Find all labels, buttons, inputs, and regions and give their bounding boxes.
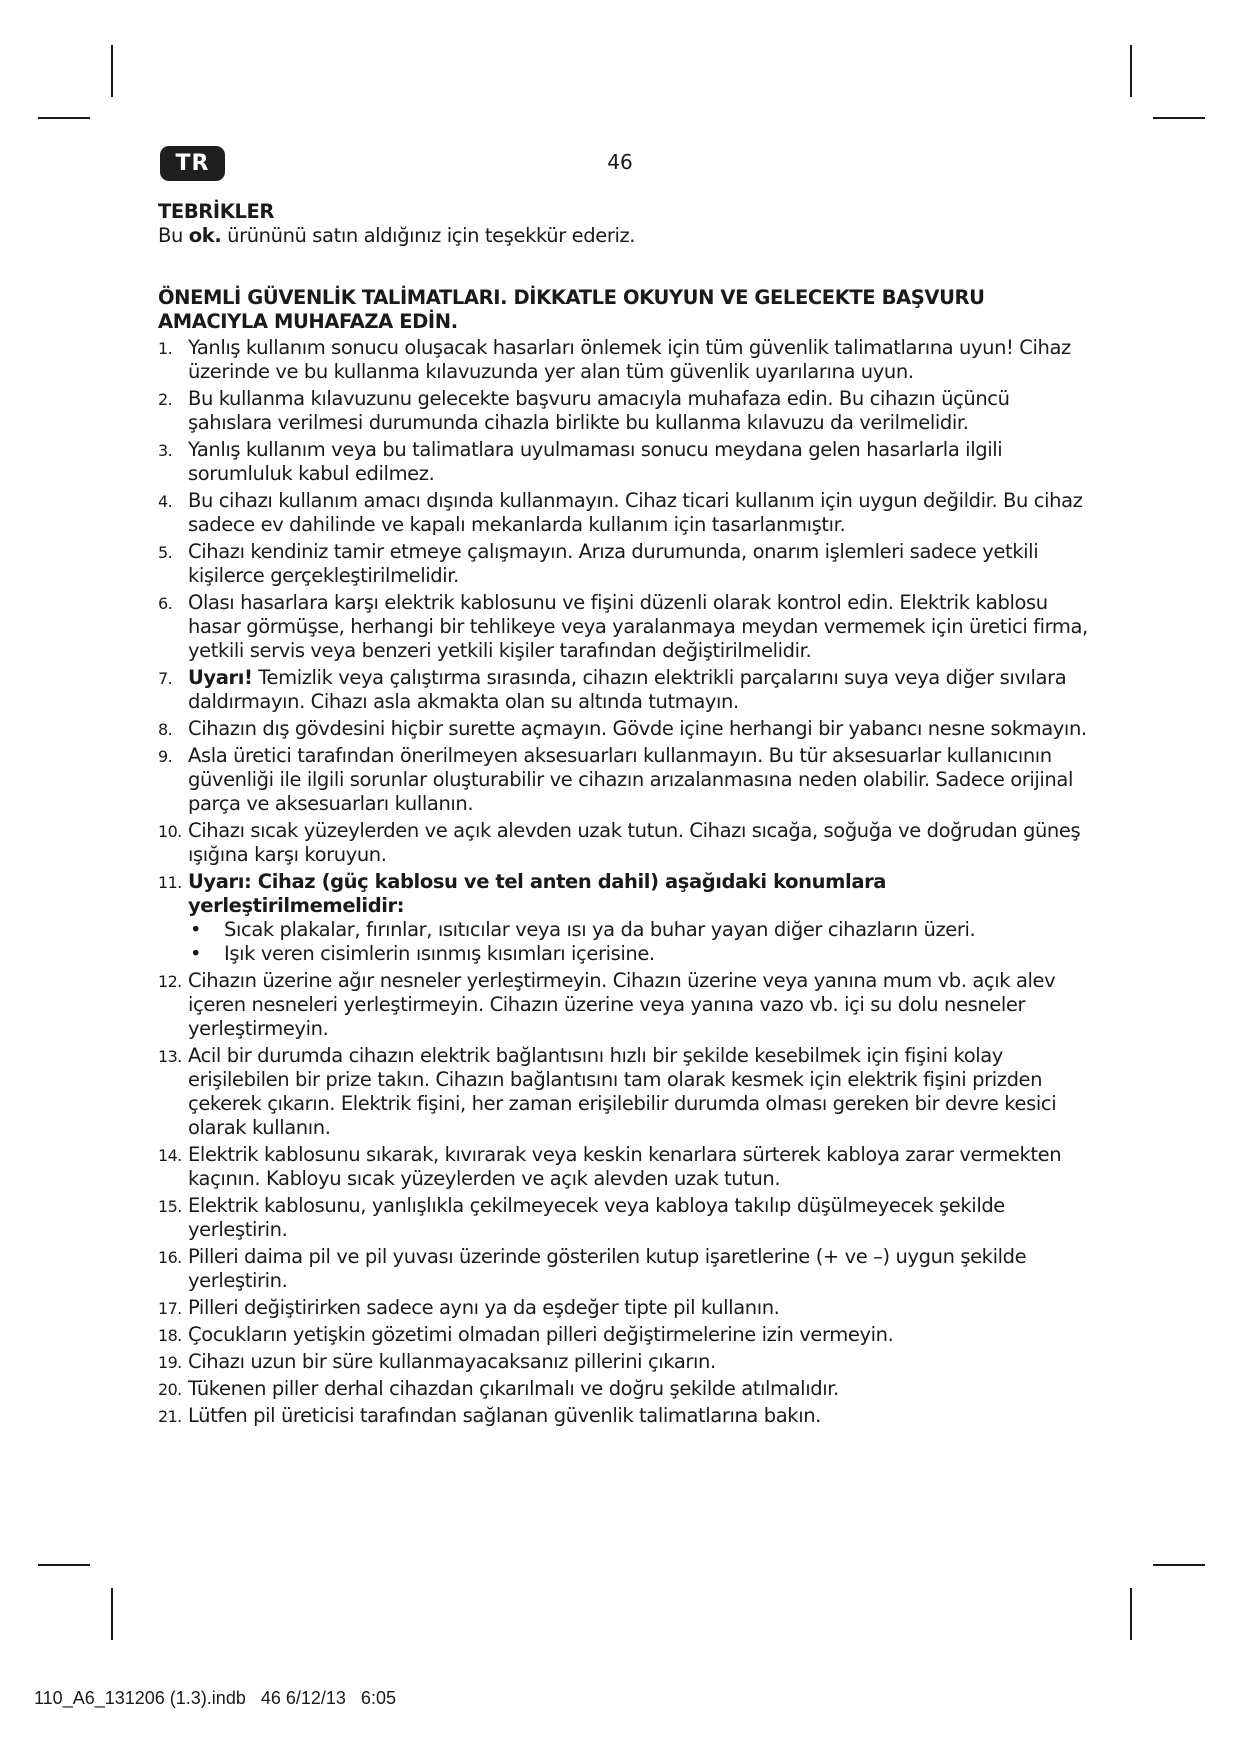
item-text: Bu cihazı kullanım amacı dışında kullanmayın. Cihaz ticari kullanım için uygun değildir. Bu cihaz sadece ev dahilinde ve kapalı mekanlarda kullanım için tasarlanmıştır. [188, 489, 1083, 536]
item-number: 17. [158, 1299, 182, 1318]
item-text: Temizlik veya çalıştırma sırasında, cihazın elektrikli parçalarını suya veya diğer sıvılara daldırmayın. Cihazı asla akmakta olan su altında tutmayın. [188, 666, 1067, 713]
item-text: Elektrik kablosunu, yanlışlıkla çekilmeyecek veya kabloya takılıp düşülmeyecek şekilde yerleştirin. [188, 1194, 1005, 1241]
list-item [158, 1143, 1098, 1191]
list-item [158, 1350, 1098, 1374]
item-number: 20. [158, 1380, 182, 1399]
item-number: 1. [158, 339, 173, 358]
brand-name: ok. [188, 224, 222, 247]
item-text: Cihazı kendiniz tamir etmeye çalışmayın. Arıza durumunda, onarım işlemleri sadece yetkili kişilerce gerçekleştirilmelidir. [188, 540, 1039, 587]
list-item [158, 1194, 1098, 1242]
item-text: Pilleri daima pil ve pil yuvası üzerinde gösterilen kutup işaretlerine (+ ve –) uygun şekilde yerleştirin. [188, 1245, 1027, 1292]
bullet-text: Sıcak plakalar, fırınlar, ısıtıcılar veya ısı ya da buhar yayan diğer cihazların üzeri. [224, 918, 976, 941]
crop-mark-bottom-left [111, 1588, 113, 1640]
item-text: Cihazın dış gövdesini hiçbir surette açmayın. Gövde içine herhangi bir yabancı nesne sokmayın. [188, 717, 1087, 740]
list-item [158, 591, 1098, 663]
item-text: Elektrik kablosunu sıkarak, kıvırarak veya keskin kenarlara sürterek kabloya zarar vermekten kaçının. Kabloyu sıcak yüzeylerden ve açık alevden uzak tutun. [188, 1143, 1062, 1190]
item-number: 12. [158, 972, 182, 991]
list-item [158, 666, 1098, 714]
intro-text [158, 224, 1098, 248]
safety-heading: ÖNEMLİ GÜVENLİK TALİMATLARI. DİKKATLE OKUYUN VE GELECEKTE BAŞVURU AMACIYLA MUHAFAZA EDİN. [158, 286, 985, 333]
page-number: 46 [607, 150, 633, 174]
intro-text-after: ürününü satın aldığınız için teşekkür ederiz. [221, 224, 636, 247]
bullet-dot: • [190, 942, 202, 965]
item-number: 21. [158, 1407, 182, 1426]
crop-mark-top-left-h [38, 117, 90, 119]
bullet-item [188, 918, 1098, 942]
item-number: 16. [158, 1248, 182, 1267]
item-text: Cihazı uzun bir süre kullanmayacaksanız pillerini çıkarın. [188, 1350, 716, 1373]
item-text: Çocukların yetişkin gözetimi olmadan pilleri değiştirmelerine izin vermeyin. [188, 1323, 894, 1346]
item-text: Yanlış kullanım sonucu oluşacak hasarları önlemek için tüm güvenlik talimatlarına uyun! Cihaz üzerinde ve bu kullanma kılavuzunda yer alan tüm güvenlik uyarılarına uyun. [188, 336, 1071, 383]
item-number: 19. [158, 1353, 182, 1372]
list-item [158, 819, 1098, 867]
intro-text-before: Bu [158, 224, 189, 247]
item-number: 5. [158, 543, 173, 562]
item-warning-label: Uyarı: Cihaz (güç kablosu ve tel anten dahil) aşağıdaki konumlara yerleştirilmemelidir: [188, 870, 887, 917]
item-text: Acil bir durumda cihazın elektrik bağlantısını hızlı bir şekilde kesebilmek için fişini kolay erişilebilen bir prize takın. Cihazın bağlantısını tam olarak kesmek için elektrik fişini prizden çekerek çıkarın. Elektrik fişini, her zaman erişilebilir durumda olması gereken bir devre kesici olarak kullanın. [188, 1044, 1057, 1139]
placement-bullets [188, 918, 1098, 966]
list-item [158, 489, 1098, 537]
list-item [158, 870, 1098, 966]
list-item [158, 744, 1098, 816]
item-text: Pilleri değiştirirken sadece aynı ya da eşdeğer tipte pil kullanın. [188, 1296, 780, 1319]
item-text: Yanlış kullanım veya bu talimatlara uyulmaması sonucu meydana gelen hasarlarla ilgili sorumluluk kabul edilmez. [188, 438, 1003, 485]
crop-mark-top-right-h [1153, 117, 1205, 119]
item-text: Olası hasarlara karşı elektrik kablosunu ve fişini düzenli olarak kontrol edin. Elektrik kablosu hasar görmüşse, herhangi bir tehlikeye veya yaralanmaya meydan vermemek için üretici firma, yetkili servis veya benzeri yetkili kişiler tarafından değiştirilmelidir. [188, 591, 1088, 662]
print-slug-footer: 110_A6_131206 (1.3).indb 46 6/12/13 6:05 [34, 1688, 396, 1708]
item-number: 10. [158, 822, 182, 841]
crop-mark-bottom-right-h [1153, 1564, 1205, 1566]
item-number: 13. [158, 1047, 182, 1066]
item-number: 14. [158, 1146, 182, 1165]
item-text: Lütfen pil üreticisi tarafından sağlanan güvenlik talimatlarına bakın. [188, 1404, 821, 1427]
crop-mark-top-left [111, 45, 113, 97]
list-item [158, 438, 1098, 486]
item-number: 15. [158, 1197, 182, 1216]
list-item [158, 717, 1098, 741]
item-text: Asla üretici tarafından önerilmeyen aksesuarları kullanmayın. Bu tür aksesuarlar kullanıcının güvenliği ile ilgili sorunlar oluşturabilir ve cihazın arızalanmasına neden olabilir. Sadece orijinal parça ve aksesuarları kullanın. [188, 744, 1073, 815]
item-text: Cihazı sıcak yüzeylerden ve açık alevden uzak tutun. Cihazı sıcağa, soğuğa ve doğrudan güneş ışığına karşı koruyun. [188, 819, 1081, 866]
bullet-item [188, 942, 1098, 966]
crop-mark-bottom-left-h [38, 1564, 90, 1566]
crop-mark-top-right [1130, 45, 1132, 97]
item-text: Cihazın üzerine ağır nesneler yerleştirmeyin. Cihazın üzerine veya yanına mum vb. açık alev içeren nesneleri yerleştirmeyin. Cihazın üzerine veya yanına vazo vb. içi su dolu nesneler yerleştirmeyin. [188, 969, 1056, 1040]
list-item [158, 969, 1098, 1041]
list-item [158, 540, 1098, 588]
list-item [158, 336, 1098, 384]
language-badge: TR [160, 146, 225, 181]
congrats-heading: TEBRİKLER [158, 200, 275, 223]
list-item [158, 1323, 1098, 1347]
list-item [158, 1245, 1098, 1293]
item-number: 9. [158, 747, 173, 766]
manual-content [158, 200, 1098, 1431]
item-text: Tükenen piller derhal cihazdan çıkarılmalı ve doğru şekilde atılmalıdır. [188, 1377, 839, 1400]
crop-mark-bottom-right [1130, 1588, 1132, 1640]
bullet-text: Işık veren cisimlerin ısınmış kısımları içerisine. [224, 942, 655, 965]
item-number: 18. [158, 1326, 182, 1345]
list-item [158, 1377, 1098, 1401]
item-text: Bu kullanma kılavuzunu gelecekte başvuru amacıyla muhafaza edin. Bu cihazın üçüncü şahıslara verilmesi durumunda cihazla birlikte bu kullanma kılavuzu da verilmelidir. [188, 387, 1010, 434]
list-item [158, 387, 1098, 435]
safety-list [158, 336, 1098, 1428]
list-item [158, 1296, 1098, 1320]
item-number: 7. [158, 669, 173, 688]
item-number: 4. [158, 492, 173, 511]
item-number: 8. [158, 720, 173, 739]
item-number: 11. [158, 873, 182, 892]
bullet-dot: • [190, 918, 202, 941]
item-warning-label: Uyarı! [188, 666, 253, 689]
item-number: 6. [158, 594, 173, 613]
list-item [158, 1044, 1098, 1140]
list-item [158, 1404, 1098, 1428]
item-number: 2. [158, 390, 173, 409]
item-number: 3. [158, 441, 173, 460]
